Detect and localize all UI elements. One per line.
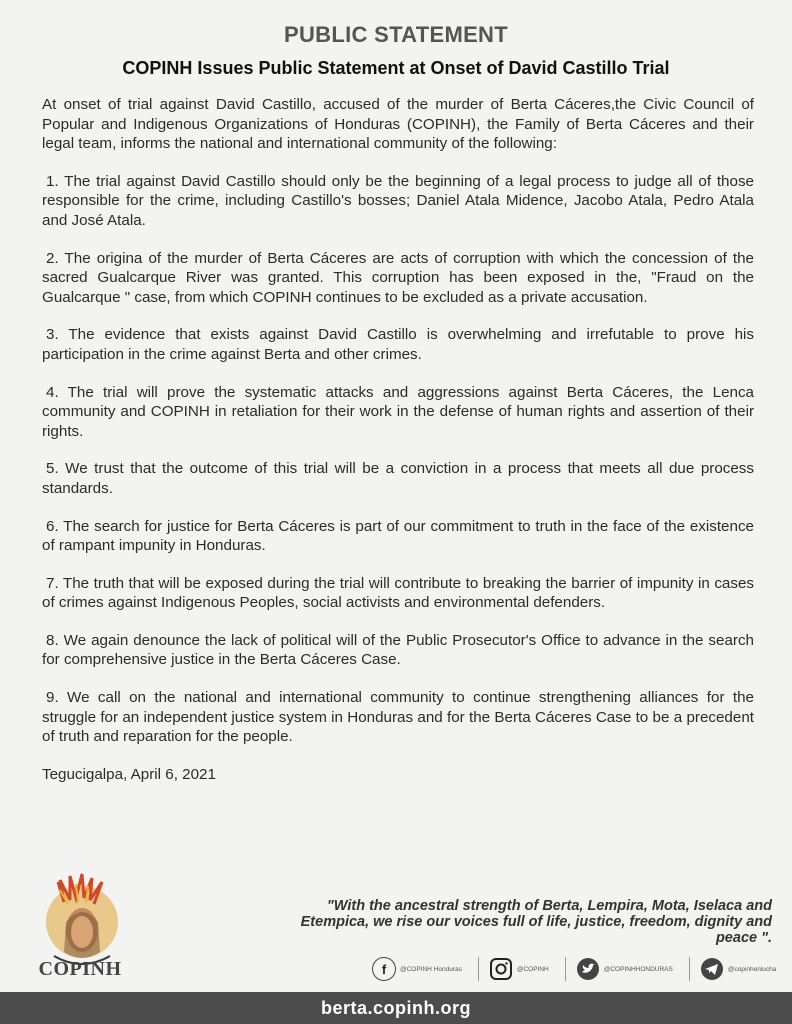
- point-8: 8. We again denounce the lack of political will of the Public Prosecutor's Office to advance in the search for comprehensive justice in the Berta Cáceres Case.: [42, 631, 754, 669]
- facebook-link[interactable]: [372, 957, 468, 981]
- point-6: 6. The search for justice for Berta Cáceres is part of our commitment to truth in the face of the existence of rampant impunity in Honduras.: [42, 517, 754, 555]
- social-links: [372, 957, 782, 981]
- instagram-label: @COPINH: [516, 965, 549, 973]
- instagram-icon: [489, 957, 513, 981]
- facebook-icon: f: [372, 957, 396, 981]
- telegram-icon: [700, 957, 724, 981]
- twitter-link[interactable]: [576, 957, 679, 981]
- point-4: 4. The trial will prove the systematic attacks and aggressions against Berta Cáceres, the Lenca community and COPINH in retaliation for their work in the defense of human rights and assertion of their rights.: [42, 383, 754, 440]
- point-3: 3. The evidence that exists against David Castillo is overwhelming and irrefutable to prove his participation in the crime against Berta and other crimes.: [42, 326, 754, 363]
- divider: [565, 957, 566, 981]
- date-line: Tegucigalpa, April 6, 2021: [42, 765, 216, 783]
- footer-url[interactable]: berta.copinh.org: [0, 992, 792, 1024]
- point-1: 1. The trial against David Castillo should only be the beginning of a legal process to judge all of those responsible for the crime, including Castillo's bosses; Daniel Atala Midence, Jacobo Atala, Pedro Atala and José Atala.: [42, 172, 754, 229]
- point-7: 7. The truth that will be exposed during the trial will contribute to breaking the barrier of impunity in cases of crimes against Indigenous Peoples, social activists and environmental defenders.: [42, 574, 754, 612]
- point-5: 5. We trust that the outcome of this trial will be a conviction in a process that meets all due process standards.: [42, 460, 754, 497]
- page-title: PUBLIC STATEMENT: [284, 22, 508, 47]
- instagram-link[interactable]: [489, 957, 555, 981]
- twitter-icon: [576, 957, 600, 981]
- statement-body: [42, 95, 754, 802]
- twitter-label: @COPINHHONDURAS: [603, 965, 673, 973]
- point-9: 9. We call on the national and international community to continue strengthening alliances for the struggle for an independent justice system in Honduras and for the Berta Cáceres Case to be a precedent of truth and reparation for the people.: [42, 689, 754, 746]
- divider: [689, 957, 690, 981]
- intro-paragraph: At onset of trial against David Castillo, accused of the murder of Berta Cáceres,the Civic Council of Popular and Indigenous Organizations of Honduras (COPINH), the Family of Berta Cáceres and their legal team, informs the national and international community of the following:: [42, 96, 754, 153]
- telegram-label: @copinhenlucha: [727, 965, 777, 973]
- page-subtitle: COPINH Issues Public Statement at Onset of David Castillo Trial: [122, 58, 670, 78]
- divider: [478, 957, 479, 981]
- point-2: 2. The origina of the murder of Berta Cáceres are acts of corruption with which the concession of the sacred Gualcarque River was granted. This corruption has been exposed in the, "Fraud on the Gualcarque " case, from which COPINH continues to be excluded as a private accusation.: [42, 249, 754, 306]
- logo-text: COPINH: [38, 958, 122, 980]
- quote: "With the ancestral strength of Berta, Lempira, Mota, Iselaca and Etempica, we rise our voices full of life, justice, freedom, dignity and peace ".: [300, 898, 772, 946]
- facebook-label: @COPINH Honduras: [400, 965, 462, 973]
- telegram-link[interactable]: [700, 957, 783, 981]
